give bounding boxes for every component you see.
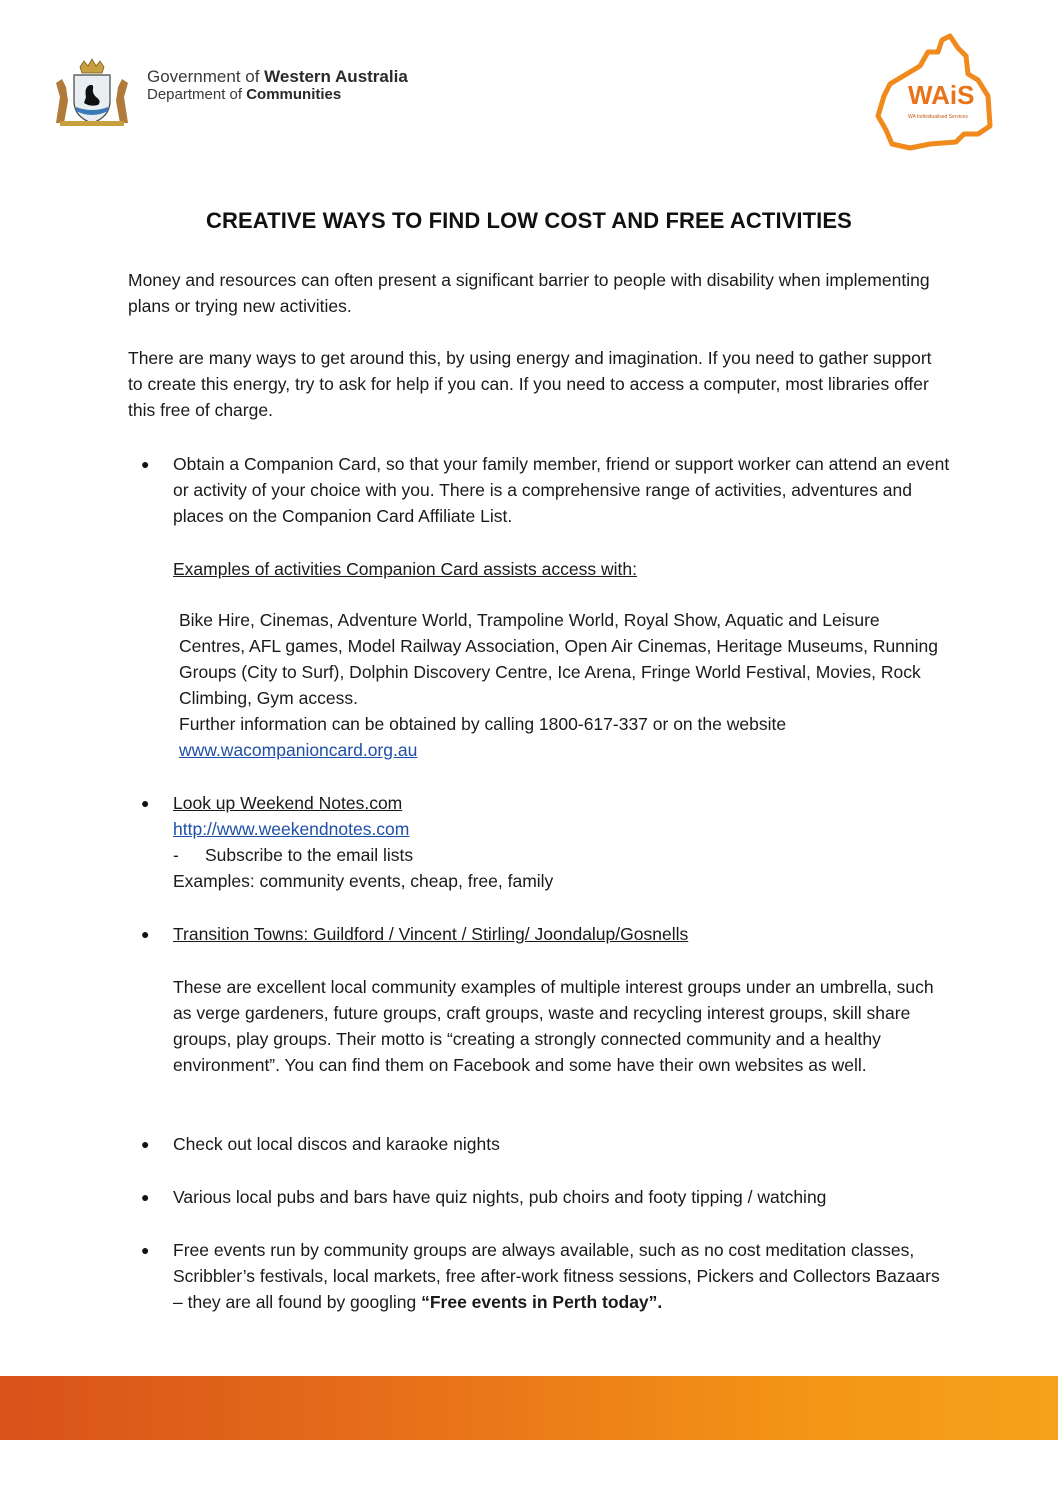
bullet-icon: ● [141,1136,150,1152]
free-events-text: Free events run by community groups are always available, such as no cost meditation classes, Scribbler’s festivals, local markets, free after-work fitness sessions, Pickers and Collectors Bazaars – they are all found by googling [173,1240,940,1312]
intro-paragraph-2: There are many ways to get around this, by using energy and imagination. If you need to gather support to create this energy, try to ask for help if you can. If you need to access a computer, most libraries offer this free of charge. [128,348,932,420]
government-department-heading [147,68,408,104]
weekend-notes-heading: Look up Weekend Notes.com [173,793,403,813]
weekend-notes-subscribe [173,842,953,868]
wais-logo-wordmark: WAiS [908,80,975,110]
bullet-discos-karaoke: Check out local discos and karaoke nights [173,1134,500,1154]
bullet-pubs-bars: Various local pubs and bars have quiz nights, pub choirs and footy tipping / watching [173,1187,827,1207]
subscribe-text: Subscribe to the email lists [205,845,414,865]
companion-card-examples-heading: Examples of activities Companion Card assists access with: [173,559,637,579]
wais-logo [870,30,1005,155]
dash-marker: - [173,845,179,865]
companion-card-examples-list: Bike Hire, Cinemas, Adventure World, Trampoline World, Royal Show, Aquatic and Leisure Centres, AFL games, Model Railway Association, Open Air Cinemas, Heritage Museums, Running Groups (City to Surf), Dolphin Discovery Centre, Ice Arena, Fringe World Festival, Movies, Rock Climbing, Gym access. [179,610,939,708]
weekend-notes-link[interactable]: http://www.weekendnotes.com [173,819,410,839]
bullet-companion-card: Obtain a Companion Card, so that your family member, friend or support worker can attend an event or activity of your choice with you. There is a comprehensive range of activities, adventures and places on the Companion Card Affiliate List. [173,454,950,526]
transition-towns-description: These are excellent local community examples of multiple interest groups under an umbrella, such as verge gardeners, future groups, craft groups, waste and recycling interest groups, skill share groups, play groups. Their motto is “creating a strongly connected community and a healthy environment”. You can find them on Facebook and some have their own websites as well. [173,977,934,1075]
companion-card-website-link[interactable]: www.wacompanioncard.org.au [179,740,418,760]
weekend-notes-examples: Examples: community events, cheap, free, family [173,871,554,891]
transition-towns-heading: Transition Towns: Guildford / Vincent / Stirling/ Joondalup/Gosnells [173,924,689,944]
bullet-icon: ● [141,926,150,942]
bullet-icon: ● [141,1189,150,1205]
bullet-icon: ● [141,456,150,472]
bullet-icon: ● [141,795,150,811]
wais-logo-tagline: WA Individualised Services [908,114,968,120]
wa-government-crest-logo [50,57,134,127]
companion-card-further-info: Further information can be obtained by calling 1800-617-337 or on the website [179,714,787,734]
bullet-free-events [173,1237,953,1315]
bullet-icon: ● [141,1242,150,1258]
companion-card-website-container [179,737,939,763]
department-name: Department of Communities [147,86,342,103]
intro-paragraph-1: Money and resources can often present a significant barrier to people with disability when implementing plans or trying new activities. [128,270,930,316]
footer-gradient-bar [0,1376,1058,1440]
government-name: Government of Western Australia [147,67,408,86]
document-title: CREATIVE WAYS TO FIND LOW COST AND FREE ACTIVITIES [206,208,852,233]
weekend-notes-link-container [173,816,953,842]
free-events-search-phrase: “Free events in Perth today”. [421,1292,663,1312]
